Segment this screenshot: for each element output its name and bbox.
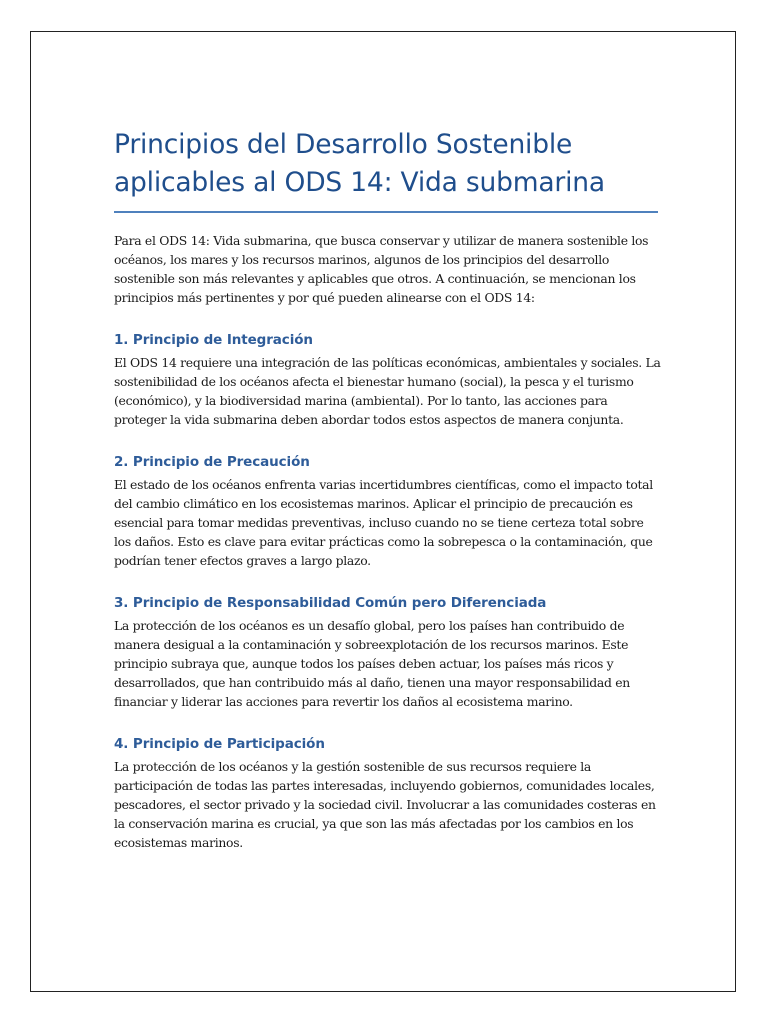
section-heading: 3. Principio de Responsabilidad Común pero Diferenciada — [114, 595, 547, 611]
section-precaucion — [114, 453, 662, 570]
section-heading: 1. Principio de Integración — [114, 332, 313, 348]
section-participacion — [114, 735, 662, 852]
section-integracion — [114, 331, 662, 429]
section-body: El estado de los océanos enfrenta varias incertidumbres científicas, como el impacto total del cambio climático en los ecosistemas marinos. Aplicar el principio de precaución es esencial para tomar medidas preventivas, incluso cuando no se tiene certeza total sobre los daños. Esto es clave para evitar prácticas como la sobrepesca o la contaminación, que podrían tener efectos graves a largo plazo. — [114, 477, 653, 568]
section-body: La protección de los océanos y la gestión sostenible de sus recursos requiere la participación de todas las partes interesadas, incluyendo gobiernos, comunidades locales, pescadores, el sector privado y la sociedad civil. Involucrar a las comunidades costeras en la conservación marina es crucial, ya que son las más afectadas por los cambios en los ecosistemas marinos. — [114, 759, 656, 850]
document-title-line2: aplicables al ODS 14: Vida submarina — [114, 167, 605, 198]
document-content — [114, 126, 662, 852]
section-body: El ODS 14 requiere una integración de las políticas económicas, ambientales y sociales. La sostenibilidad de los océanos afecta el bienestar humano (social), la pesca y el turismo (económico), y la biodiversidad marina (ambiental). Por lo tanto, las acciones para proteger la vida submarina deben abordar todos estos aspectos de manera conjunta. — [114, 355, 661, 427]
section-responsabilidad — [114, 594, 662, 711]
document-title — [114, 126, 662, 202]
intro-paragraph: Para el ODS 14: Vida submarina, que busca conservar y utilizar de manera sostenible los océanos, los mares y los recursos marinos, algunos de los principios del desarrollo sostenible son más relevantes y aplicables que otros. A continuación, se mencionan los principios más pertinentes y por qué pueden alinearse con el ODS 14: — [114, 233, 649, 305]
section-heading: 2. Principio de Precaución — [114, 454, 310, 470]
document-page — [30, 31, 736, 992]
section-heading: 4. Principio de Participación — [114, 736, 325, 752]
document-title-line1: Principios del Desarrollo Sostenible — [114, 129, 573, 160]
section-body: La protección de los océanos es un desafío global, pero los países han contribuido de manera desigual a la contaminación y sobreexplotación de los recursos marinos. Este principio subraya que, aunque todos los países deben actuar, los países más ricos y desarrollados, que han contribuido más al daño, tienen una mayor responsabilidad en financiar y liderar las acciones para revertir los daños al ecosistema marino. — [114, 618, 630, 709]
title-underline-rule — [114, 211, 658, 213]
